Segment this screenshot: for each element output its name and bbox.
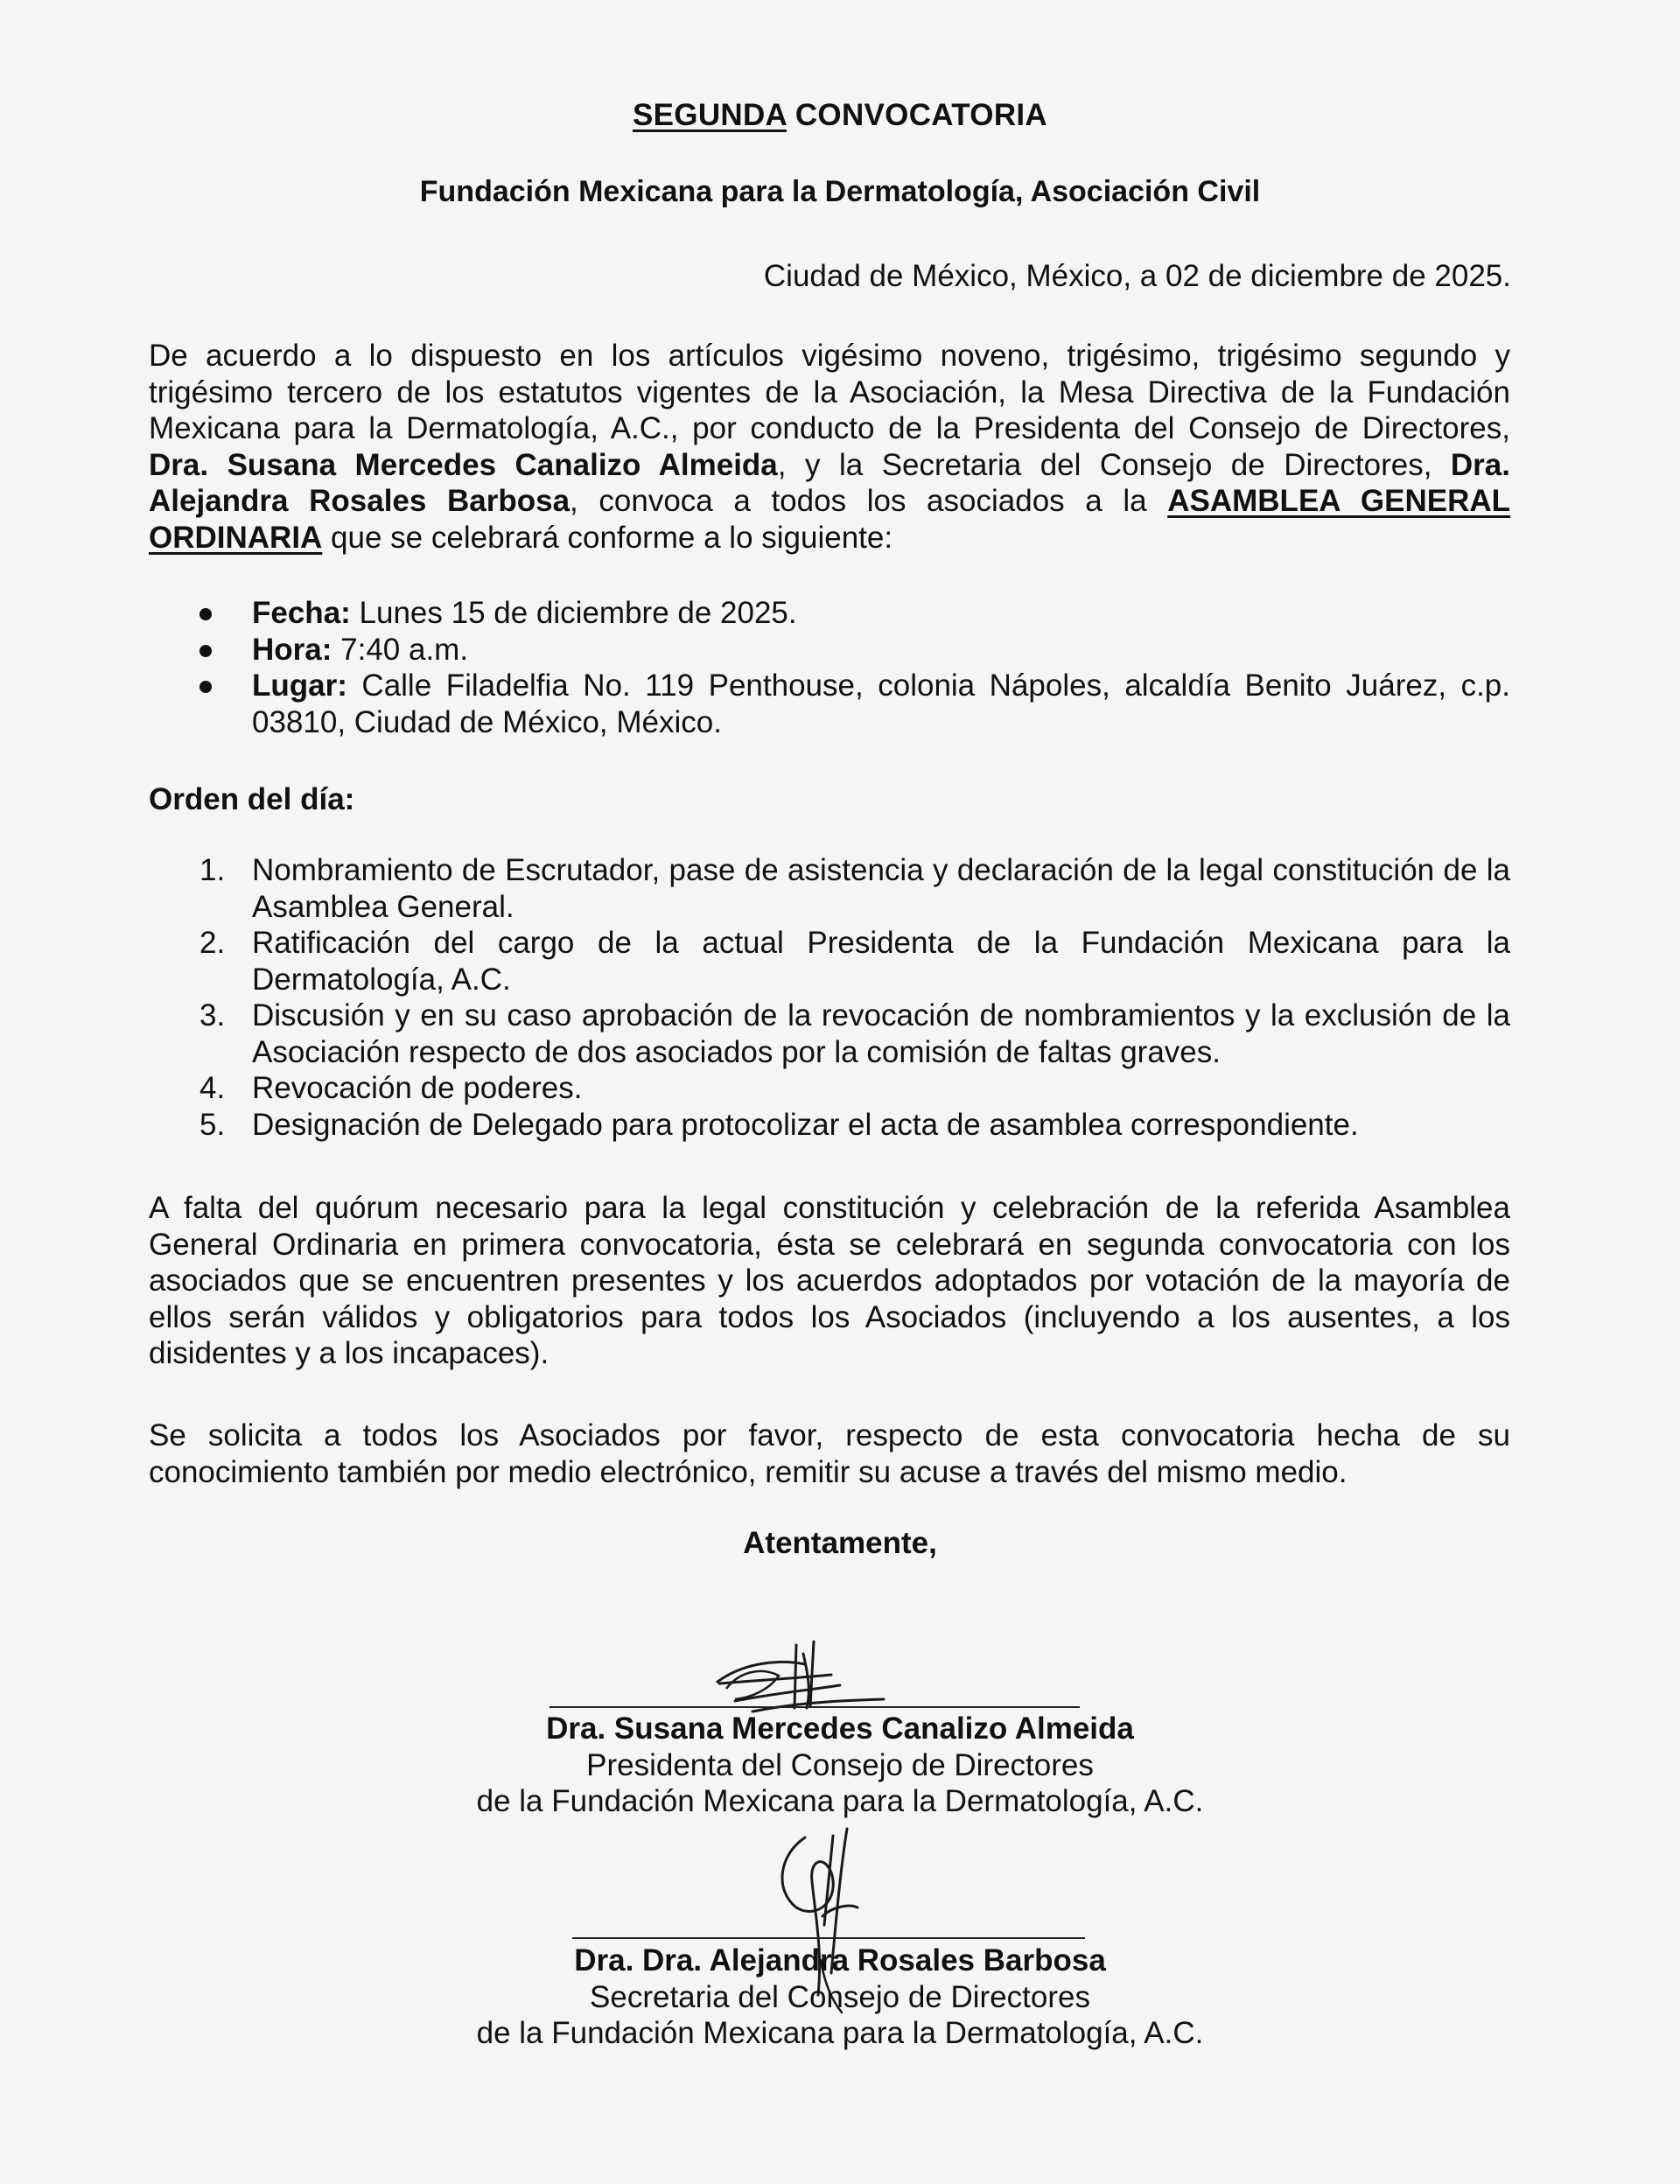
- meeting-details-list: [200, 595, 1510, 740]
- agenda-item-text: Revocación de poderes.: [252, 1071, 583, 1105]
- quorum-paragraph: A falta del quórum necesario para la legal constitución y celebración de la referida Asamblea General Ordinaria en primera convocatoria, ésta se celebrará en segunda convocatoria con los asociados que se encuentren presentes y los acuerdos adoptados por votación de la mayoría de ellos serán válidos y obligatorios para todos los Asociados (incluyendo a los ausentes, a los disidentes y a los incapaces).: [149, 1191, 1510, 1370]
- signatory-role: Secretaria del Consejo de Directores: [590, 1979, 1090, 2014]
- signature-line: [572, 1937, 1085, 1939]
- agenda-item: [200, 998, 1510, 1070]
- agenda-item-number: 1.: [200, 853, 226, 887]
- agenda-list: [200, 852, 1510, 1143]
- closing-salutation: Atentamente,: [743, 1526, 937, 1560]
- president-signature-icon: [700, 1628, 892, 1724]
- intro-president-name: Dra. Susana Mercedes Canalizo Almeida: [149, 447, 778, 482]
- detail-value: Lunes 15 de diciembre de 2025.: [350, 596, 797, 630]
- detail-label: Lugar:: [252, 668, 347, 703]
- intro-text-2: , y la Secretaria del Consejo de Directores,: [777, 447, 1451, 482]
- agenda-item-number: 2.: [200, 926, 226, 960]
- agenda-item: [200, 1070, 1510, 1107]
- assembly-type: ASAMBLEA GENERAL ORDINARIA: [149, 484, 1511, 555]
- detail-label: Fecha:: [252, 596, 351, 630]
- secretary-signature-block: [0, 1942, 1680, 2052]
- intro-text-1: De acuerdo a lo dispuesto en los artículos vigésimo noveno, trigésimo, trigésimo segundo y trigésimo tercero de los estatutos vigentes de la Asociación, la Mesa Directiva de la Fundación Mexicana para la Dermatología, A.C., por conducto de la Presidenta del Consejo de Directores,: [149, 339, 1510, 445]
- place-date-line: Ciudad de México, México, a 02 de diciembre de 2025.: [763, 259, 1511, 293]
- detail-date: [200, 595, 1510, 632]
- agenda-item-number: 3.: [200, 998, 226, 1032]
- agenda-item: [200, 925, 1510, 998]
- signatory-organization: de la Fundación Mexicana para la Dermatología, A.C.: [476, 2016, 1204, 2050]
- bullet-icon: [200, 645, 212, 657]
- president-signature-block: [0, 1711, 1680, 1820]
- detail-value: 7:40 a.m.: [332, 632, 469, 667]
- detail-value: Calle Filadelfia No. 119 Penthouse, colonia Nápoles, alcaldía Benito Juárez, c.p. 03810, Ciudad de México, México.: [252, 668, 1510, 739]
- agenda-item-text: Designación de Delegado para protocolizar el acta de asamblea correspondiente.: [252, 1107, 1359, 1142]
- bullet-icon: [200, 608, 212, 620]
- agenda-item-text: Ratificación del cargo de la actual Presidenta de la Fundación Mexicana para la Dermatología, A.C.: [252, 926, 1510, 997]
- signatory-name: Dra. Dra. Alejandra Rosales Barbosa: [574, 1943, 1106, 1978]
- title-rest: CONVOCATORIA: [786, 98, 1047, 132]
- intro-secretary-name: Dra. Alejandra Rosales Barbosa: [149, 447, 1510, 518]
- signature-line: [550, 1706, 1080, 1708]
- intro-text-3: , convoca a todos los asociados a la: [570, 484, 1168, 518]
- organization-subtitle: Fundación Mexicana para la Dermatología, Asociación Civil: [419, 175, 1261, 208]
- acknowledgement-request-paragraph: Se solicita a todos los Asociados por favor, respecto de esta convocatoria hecha de su conocimiento también por medio electrónico, remitir su acuse a través del mismo medio.: [149, 1418, 1510, 1489]
- detail-time: [200, 632, 1510, 668]
- document-title: [0, 98, 1680, 133]
- signatory-organization: de la Fundación Mexicana para la Dermatología, A.C.: [476, 1784, 1204, 1818]
- detail-label: Hora:: [252, 632, 332, 667]
- agenda-item-text: Nombramiento de Escrutador, pase de asistencia y declaración de la legal constitución de la Asamblea General.: [252, 853, 1510, 924]
- bullet-icon: [200, 681, 212, 693]
- title-underlined-word: SEGUNDA: [633, 98, 787, 132]
- intro-text-4: que se celebrará conforme a lo siguiente:: [322, 520, 893, 555]
- agenda-item-number: 5.: [200, 1107, 226, 1142]
- detail-place: [200, 668, 1510, 740]
- intro-paragraph: [149, 338, 1510, 556]
- agenda-heading: Orden del día:: [149, 782, 355, 816]
- agenda-item: [200, 1107, 1510, 1144]
- agenda-item: [200, 852, 1510, 925]
- signatory-name: Dra. Susana Mercedes Canalizo Almeida: [546, 1712, 1134, 1746]
- signatory-role: Presidenta del Consejo de Directores: [586, 1747, 1094, 1782]
- agenda-item-number: 4.: [200, 1071, 226, 1105]
- agenda-item-text: Discusión y en su caso aprobación de la revocación de nombramientos y la exclusión de la Asociación respecto de dos asociados por la comisión de faltas graves.: [252, 998, 1510, 1069]
